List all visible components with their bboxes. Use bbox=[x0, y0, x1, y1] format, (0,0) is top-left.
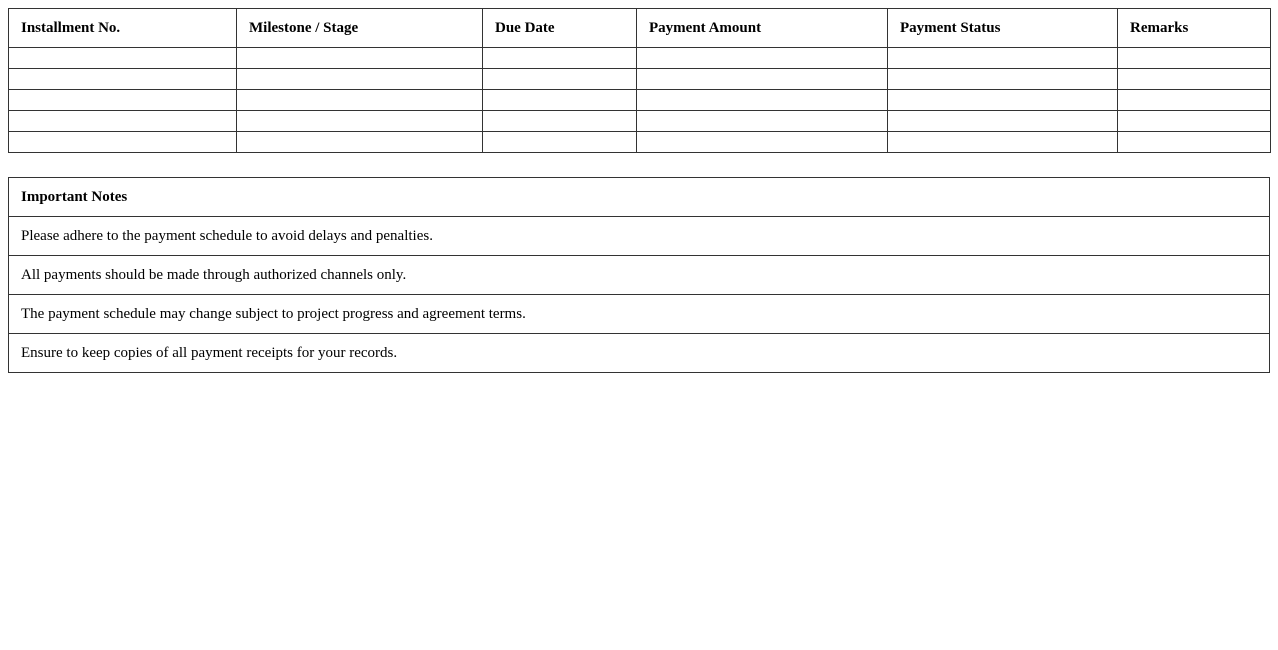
cell-due-date bbox=[483, 90, 637, 111]
cell-payment-amount bbox=[637, 69, 888, 90]
cell-installment-no bbox=[9, 69, 237, 90]
note-row bbox=[9, 217, 1270, 256]
cell-remarks bbox=[1118, 90, 1271, 111]
cell-milestone-stage bbox=[237, 111, 483, 132]
cell-remarks bbox=[1118, 69, 1271, 90]
cell-payment-status bbox=[888, 48, 1118, 69]
notes-title: Important Notes bbox=[9, 178, 1270, 217]
cell-due-date bbox=[483, 132, 637, 153]
note-row bbox=[9, 334, 1270, 373]
cell-milestone-stage bbox=[237, 69, 483, 90]
cell-payment-amount bbox=[637, 48, 888, 69]
cell-payment-status bbox=[888, 132, 1118, 153]
cell-installment-no bbox=[9, 111, 237, 132]
cell-milestone-stage bbox=[237, 48, 483, 69]
cell-milestone-stage bbox=[237, 90, 483, 111]
column-header-remarks: Remarks bbox=[1118, 9, 1271, 48]
cell-remarks bbox=[1118, 132, 1271, 153]
column-header-due-date: Due Date bbox=[483, 9, 637, 48]
payment-schedule-table bbox=[8, 8, 1271, 153]
table-row bbox=[9, 90, 1271, 111]
cell-payment-amount bbox=[637, 111, 888, 132]
column-header-payment-status: Payment Status bbox=[888, 9, 1118, 48]
table-header-row bbox=[9, 9, 1271, 48]
column-header-milestone-stage: Milestone / Stage bbox=[237, 9, 483, 48]
important-notes-table bbox=[8, 177, 1270, 373]
table-row bbox=[9, 48, 1271, 69]
note-item: All payments should be made through authorized channels only. bbox=[9, 256, 1270, 295]
note-item: Ensure to keep copies of all payment receipts for your records. bbox=[9, 334, 1270, 373]
table-row bbox=[9, 132, 1271, 153]
cell-remarks bbox=[1118, 48, 1271, 69]
cell-remarks bbox=[1118, 111, 1271, 132]
cell-payment-status bbox=[888, 111, 1118, 132]
note-row bbox=[9, 256, 1270, 295]
note-row bbox=[9, 295, 1270, 334]
cell-milestone-stage bbox=[237, 132, 483, 153]
cell-due-date bbox=[483, 48, 637, 69]
table-row bbox=[9, 111, 1271, 132]
cell-payment-status bbox=[888, 69, 1118, 90]
notes-header-row bbox=[9, 178, 1270, 217]
cell-payment-amount bbox=[637, 132, 888, 153]
column-header-installment-no: Installment No. bbox=[9, 9, 237, 48]
column-header-payment-amount: Payment Amount bbox=[637, 9, 888, 48]
cell-installment-no bbox=[9, 90, 237, 111]
note-item: The payment schedule may change subject to project progress and agreement terms. bbox=[9, 295, 1270, 334]
cell-installment-no bbox=[9, 132, 237, 153]
cell-installment-no bbox=[9, 48, 237, 69]
note-item: Please adhere to the payment schedule to avoid delays and penalties. bbox=[9, 217, 1270, 256]
table-row bbox=[9, 69, 1271, 90]
cell-due-date bbox=[483, 111, 637, 132]
cell-due-date bbox=[483, 69, 637, 90]
cell-payment-amount bbox=[637, 90, 888, 111]
cell-payment-status bbox=[888, 90, 1118, 111]
